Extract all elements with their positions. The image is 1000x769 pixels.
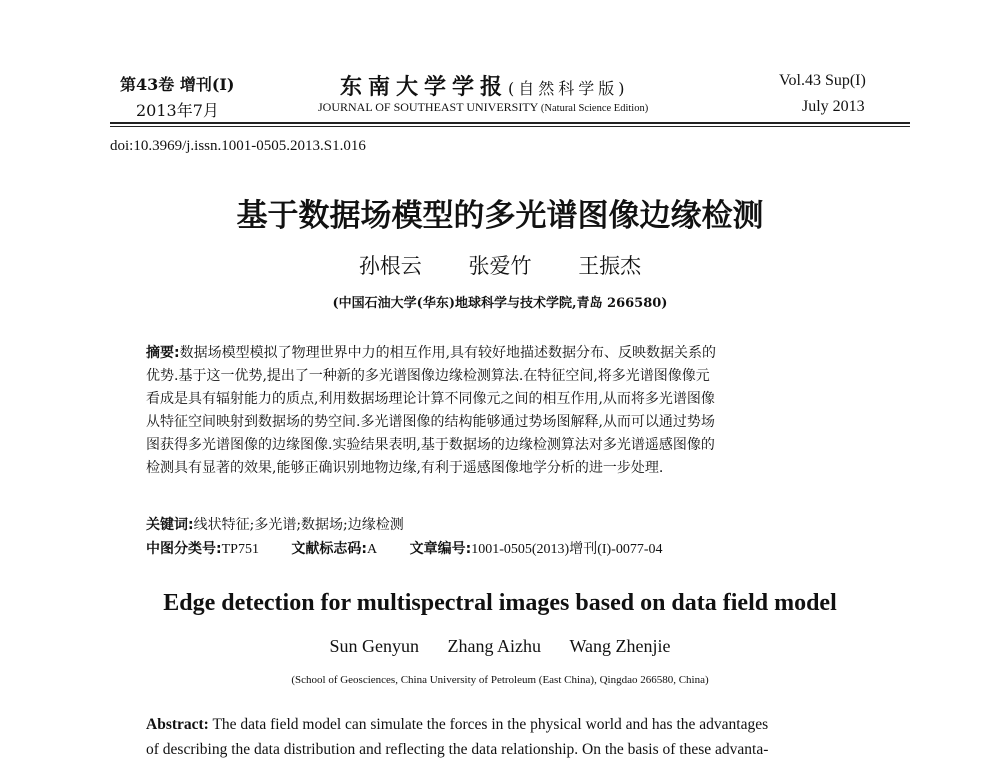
author-en-3: Wang Zhenjie [569,636,671,656]
affiliation-cn: (中国石油大学(华东)地球科学与技术学院,青岛 266580) [332,296,668,311]
paper-title-en: Edge detection for multispectral images based on data field model [163,590,837,616]
header-rule-thin [110,126,910,127]
abstract-en-label: Abstract: [146,716,209,733]
classification-line [146,538,663,558]
author-en-2: Zhang Aizhu [447,636,541,656]
journal-edition-cn: (自然科学版) [508,79,629,98]
paper-title-cn: 基于数据场模型的多光谱图像边缘检测 [236,198,764,234]
journal-edition-en: (Natural Science Edition) [540,103,649,114]
author-cn-3: 王振杰 [578,254,642,278]
article-no-label: 文章编号: [409,541,472,557]
header-volume-en: Vol.43 Sup(I) [779,72,866,89]
header-date-cn: 2013年7月 [136,101,219,120]
keywords-cn [146,514,404,534]
keywords-cn-value: 线状特征;多光谱;数据场;边缘检测 [193,517,404,533]
journal-title-cn [340,70,629,101]
article-no-value: 1001-0505(2013)增刊(I)-0077-04 [471,542,663,557]
clc-value: TP751 [221,542,259,557]
abstract-cn-line: 优势.基于这一优势,提出了一种新的多光谱图像边缘检测算法.在特征空间,将多光谱图像像元 [146,368,710,384]
affiliation-en: (School of Geosciences, China University of Petroleum (East China), Qingdao 266580, China) [291,674,709,686]
journal-name-cn: 东南大学学报 [340,74,509,100]
doc-code-label: 文献标志码: [291,541,368,557]
abstract-cn-line: 从特征空间映射到数据场的势空间.多光谱图像的结构能够通过势场图解释,从而可以通过势场 [146,414,715,430]
doc-code-value: A [367,542,378,557]
author-en-1: Sun Genyun [329,636,419,656]
author-cn-2: 张爱竹 [468,254,532,278]
doi-line: doi:10.3969/j.issn.1001-0505.2013.S1.016 [110,138,366,154]
header-volume-issue: 第43卷 增刊(I) [120,75,235,94]
author-cn-1: 孙根云 [358,254,422,278]
abstract-cn-line: 看成是具有辐射能力的质点,利用数据场理论计算不同像元之间的相互作用,从而将多光谱图像 [146,391,715,407]
abstract-cn [146,342,886,480]
authors-en [0,636,1000,657]
abstract-en-line: of describing the data distribution and reflecting the data relationship. On the basis of these advanta- [146,741,769,758]
abstract-cn-line: 检测具有显著的效果,能够正确识别地物边缘,有利于遥感图像地学分析的进一步处理. [146,460,664,476]
keywords-cn-label: 关键词: [146,517,194,533]
abstract-en-line: Abstract: The data field model can simulate the forces in the physical world and has the advantages [146,716,769,733]
abstract-cn-label: 摘要: [146,345,180,361]
abstract-cn-line: 摘要:数据场模型模拟了物理世界中力的相互作用,具有较好地描述数据分布、反映数据关系的 [146,345,717,361]
journal-name-en: JOURNAL OF SOUTHEAST UNIVERSITY [318,100,538,114]
journal-title-en [318,100,648,115]
abstract-en [146,712,886,762]
header-date-en: July 2013 [802,98,865,115]
clc-label: 中图分类号: [146,541,222,557]
abstract-cn-line: 图获得多光谱图像的边缘图像.实验结果表明,基于数据场的边缘检测算法对多光谱遥感图像的 [146,437,715,453]
authors-cn [0,250,1000,280]
header-rule-thick [110,122,910,124]
